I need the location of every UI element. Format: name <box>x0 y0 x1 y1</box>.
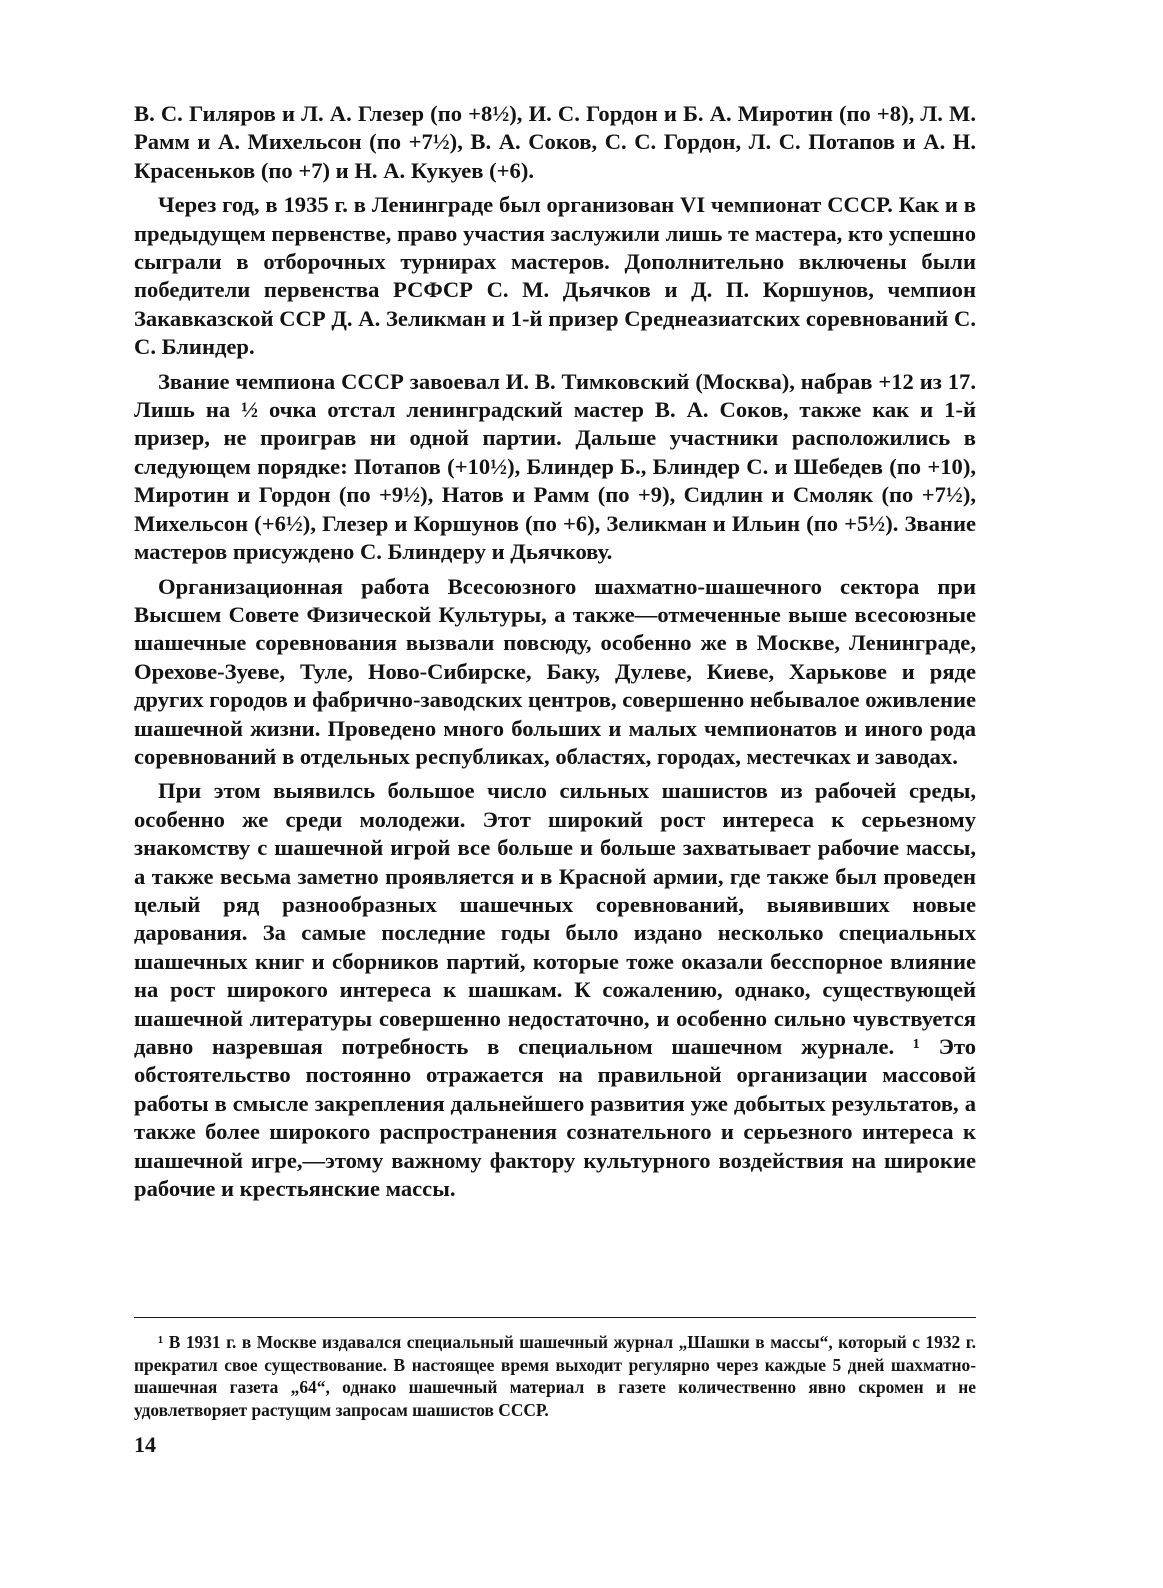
main-text <box>134 100 976 1209</box>
paragraph-organizational-work: Организационная работа Всесоюзного шахматно-шашечного сектора при Высшем Совете Физической Культуры, а также—отмеченные выше всесоюзные шашечные соревнования вызвали повсюду, особенно же в Москве, Ленинграде, Орехове-Зуеве, Туле, Ново-Сибирске, Баку, Дулеве, Киеве, Харькове и ряде других городов и фабрично-заводских центров, совершенно небывалое оживление шашечной жизни. Проведено много больших и малых чемпионатов и иного рода соревнований в отдельных республиках, областях, городах, местечках и заводах. <box>134 573 977 769</box>
paragraph-continuation: В. С. Гиляров и Л. А. Глезер (по +8½), И. С. Гордон и Б. А. Миротин (по +8), Л. М. Рамм и А. Михельсон (по +7½), В. А. Соков, С. С. Гордон, Л. С. Потапов и А. Н. Красеньков (по +7) и Н. А. Кукуев (+6). <box>134 101 976 183</box>
paragraph-championship-1935: Через год, в 1935 г. в Ленинграде был организован VI чемпионат СССР. Как и в предыдущем первенстве, право участия заслужили лишь те мастера, кто успешно сыграли в отборочных турнирах мастеров. Дополнительно включены были победители первенства РСФСР С. М. Дьячков и Д. П. Коршунов, чемпион Закавказской ССР Д. А. Зеликман и 1-й призер Среднеазиатских соревнований С. С. Блиндер. <box>134 192 976 360</box>
page-number: 14 <box>134 1432 156 1457</box>
footnote: ¹ В 1931 г. в Москве издавался специальный шашечный журнал „Шашки в массы“, который с 1932 г. прекратил свое существование. В настоящее время выходит регулярно через каждые 5 дней шахматно-шашечная газета „64“, однако шашечный материал в газете количественно явно скромен и не удовлетворяет растущим запросам шашистов СССР. <box>134 1332 976 1420</box>
paragraph-champion-results: Звание чемпиона СССР завоевал И. В. Тимковский (Москва), набрав +12 из 17. Лишь на ½ очка отстал ленинградский мастер В. А. Соков, также как и 1-й призер, не проиграв ни одной партии. Дальше участники расположились в следующем порядке: Потапов (+10½), Блиндер Б., Блиндер С. и Шебедев (по +10), Миротин и Гордон (по +9½), Натов и Рамм (по +9), Сидлин и Смоляк (по +7½), Михельсон (+6½), Глезер и Коршунов (по +6), Зеликман и Ильин (по +5½). Звание мастеров присуждено С. Блиндеру и Дьячкову. <box>134 368 976 565</box>
footnote-divider <box>134 1317 976 1318</box>
paragraph-growth-of-interest: При этом выявилсь большое число сильных шашистов из рабочей среды, особенно же среди молодежи. Этот широкий рост интереса к серьезному знакомству с шашечной игрой все больше и больше захватывает рабочие массы, а также весьма заметно проявляется и в Красной армии, где также был проведен целый ряд разнообразных шашечных соревнований, выявивших новые дарования. За самые последние годы было издано несколько специальных шашечных книг и сборников партий, которые тоже оказали бесспорное влияние на рост широкого интереса к шашкам. К сожалению, однако, существующей шашечной литературы совершенно недостаточно, и особенно сильно чувствуется давно назревшая потребность в специальном шашечном журнале. ¹ Это обстоятельство постоянно отражается на правильной организации массовой работы в смысле закрепления дальнейшего развития уже добытых результатов, а также более широкого распространения сознательного и серьезного интереса к шашечной игре,—этому важному фактору культурного воздействия на широкие рабочие и крестьянские массы. <box>134 778 976 1202</box>
